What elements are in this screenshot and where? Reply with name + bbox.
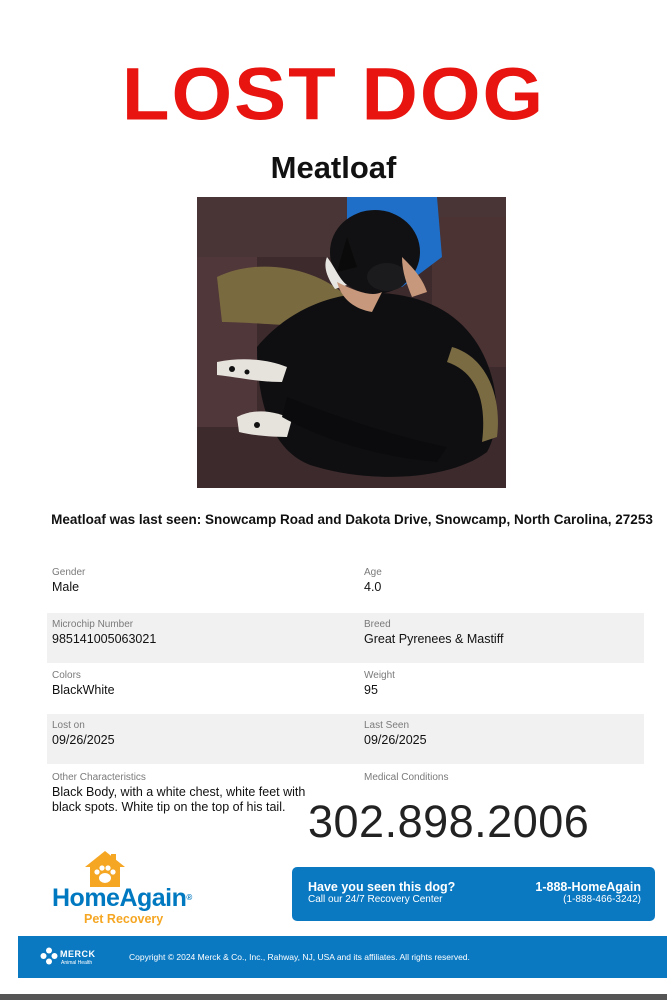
age-value: 4.0 (364, 580, 382, 594)
colors-label: Colors (52, 670, 81, 681)
colors-cell (52, 670, 115, 698)
breed-value: Great Pyrenees & Mastiff (364, 632, 504, 646)
breed-cell (364, 619, 503, 647)
pet-name: Meatloaf (270, 150, 397, 185)
gender-cell (52, 567, 85, 595)
details-row-gender-age (47, 561, 644, 611)
dog-photo (197, 197, 506, 488)
medical-conditions (364, 772, 449, 784)
dog-photo-illustration (197, 197, 506, 488)
other-characteristics-label: Other Characteristics (52, 772, 146, 783)
age-label: Age (364, 567, 382, 578)
other-characteristics-value: Black Body, with a white chest, white feet with black spots. White tip on the top of his tail. (52, 785, 306, 814)
microchip-value: 985141005063021 (52, 632, 157, 646)
logo-subtitle: Pet Recovery (84, 912, 164, 926)
house-paw-icon (83, 850, 127, 888)
breed-label: Breed (364, 619, 391, 630)
homeagain-logo (52, 850, 222, 930)
merck-name: MERCK (60, 949, 96, 959)
contact-phone[interactable]: 302.898.2006 (308, 796, 590, 847)
bottom-edge-bar (0, 994, 667, 1000)
weight-label: Weight (364, 670, 395, 681)
last-seen-value: 09/26/2025 (364, 733, 427, 747)
other-characteristics (52, 772, 322, 815)
last-seen-location: Meatloaf was last seen: Snowcamp Road and Dakota Drive, Snowcamp, North Carolina, 27253 (51, 512, 653, 527)
medical-conditions-label: Medical Conditions (364, 772, 449, 783)
logo-wordmark (52, 884, 192, 912)
lost-on-value: 09/26/2025 (52, 733, 115, 747)
last-seen-cell (364, 720, 427, 748)
gender-value: Male (52, 580, 80, 594)
details-row-microchip-breed (47, 613, 644, 663)
microchip-label: Microchip Number (52, 619, 134, 630)
logo-name: HomeAgain (52, 884, 187, 912)
weight-cell (364, 670, 395, 698)
cta-phone-number[interactable]: 1-888-HomeAgain (535, 880, 641, 894)
age-cell (364, 567, 382, 595)
cta-question: Have you seen this dog? (308, 880, 456, 894)
merck-logo-icon (40, 947, 58, 965)
logo-registered-mark: ® (186, 893, 192, 902)
weight-value: 95 (364, 683, 378, 697)
gender-label: Gender (52, 567, 86, 578)
copyright-text: Copyright © 2024 Merck & Co., Inc., Rahway, NJ, USA and its affiliates. All rights reserved. (129, 952, 470, 962)
recovery-center-banner[interactable] (292, 867, 655, 921)
merck-subtitle: Animal Health (61, 960, 93, 966)
details-row-colors-weight (47, 664, 644, 714)
cta-subtitle: Call our 24/7 Recovery Center (308, 894, 443, 905)
headline: LOST DOG (121, 52, 546, 136)
colors-value: BlackWhite (52, 683, 115, 697)
microchip-cell (52, 619, 156, 647)
lost-on-cell (52, 720, 115, 748)
details-row-lost-on-last-seen (47, 714, 644, 764)
last-seen-label: Last Seen (364, 720, 410, 731)
footer-bar (18, 936, 667, 978)
lost-on-label: Lost on (52, 720, 85, 731)
cta-phone-number-digits: (1-888-466-3242) (563, 894, 641, 905)
